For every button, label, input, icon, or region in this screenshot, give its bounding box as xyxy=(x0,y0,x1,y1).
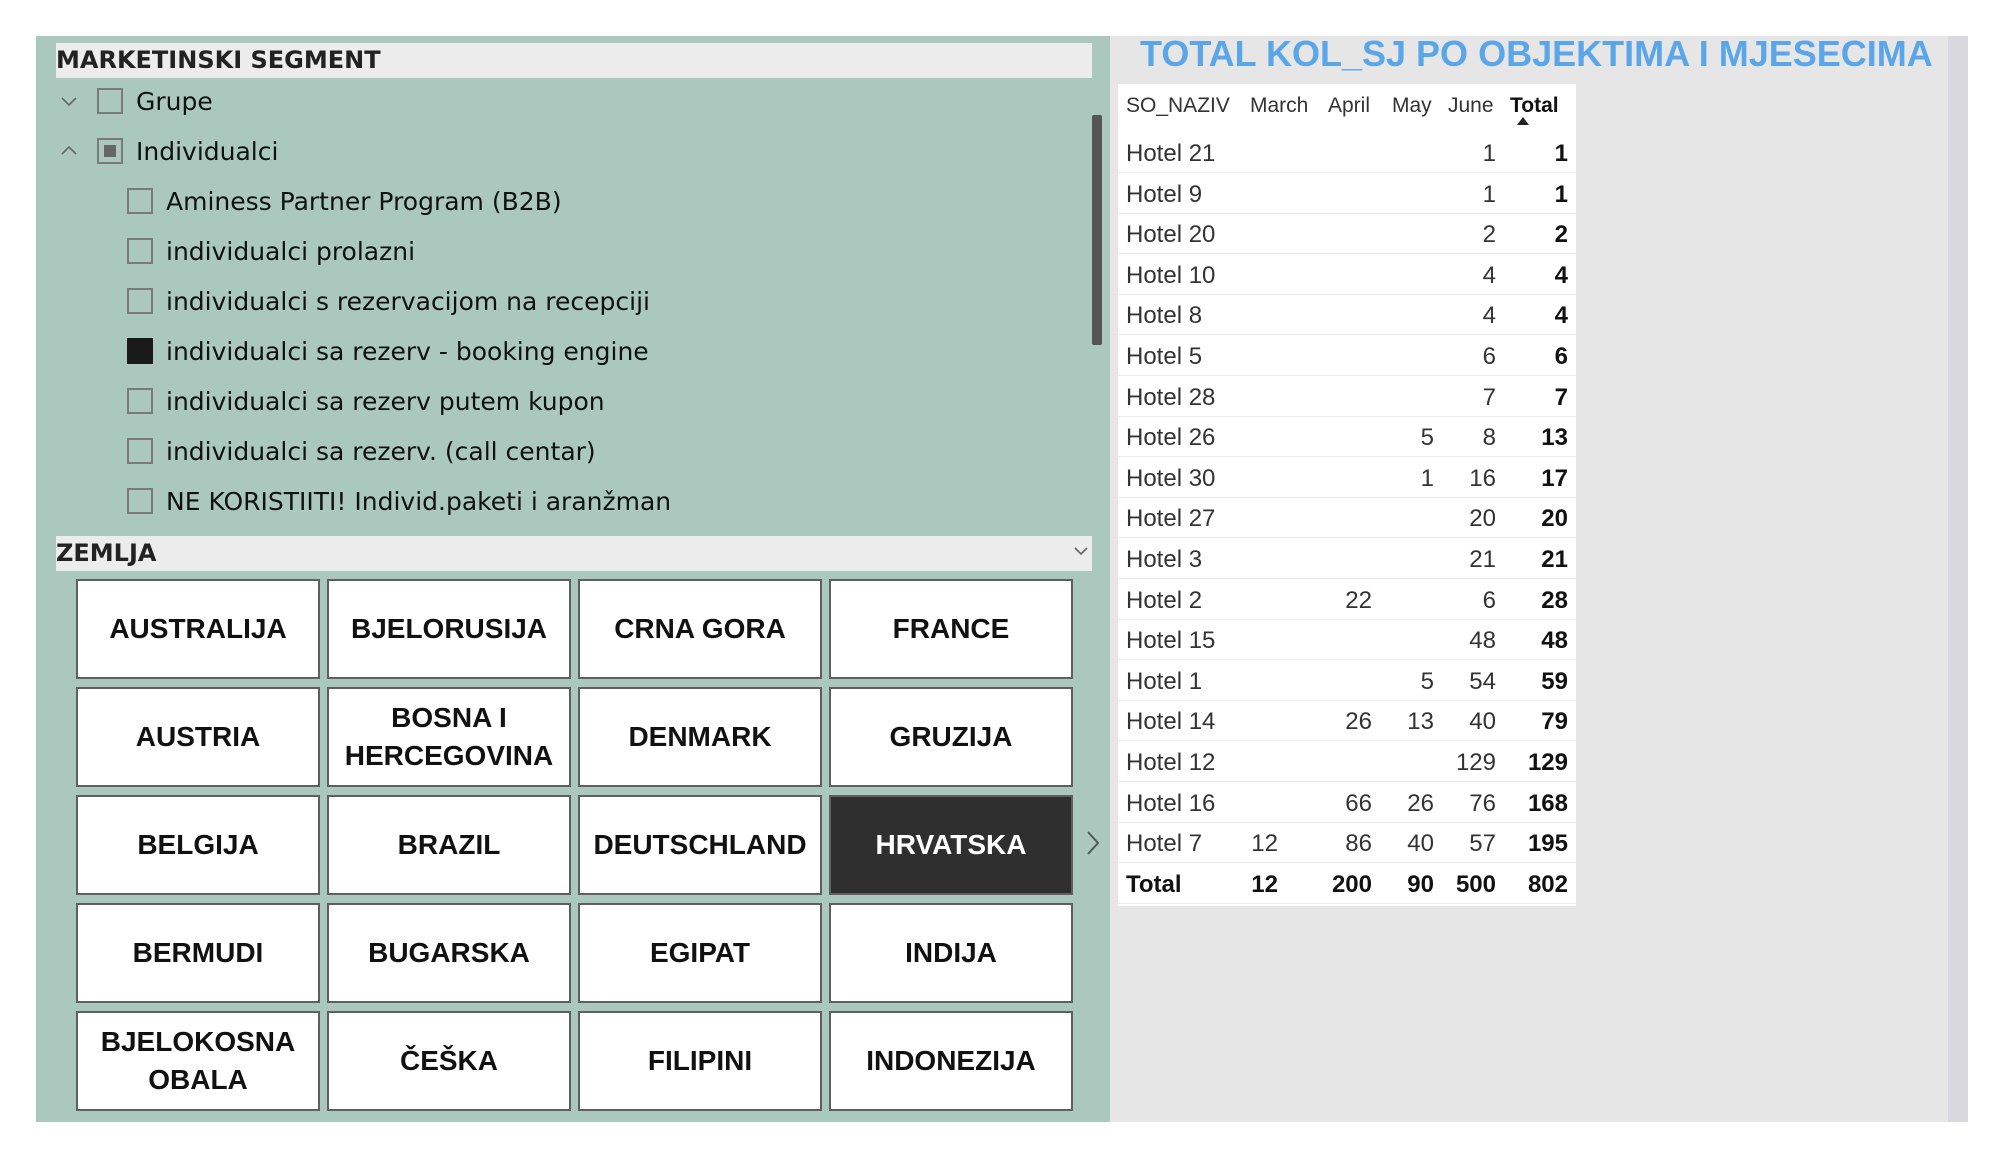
segment-item-label: individualci sa rezerv. (call centar) xyxy=(166,436,596,466)
cell-june: 129 xyxy=(1455,749,1496,776)
segment-item[interactable] xyxy=(127,481,671,521)
country-tile[interactable] xyxy=(829,687,1073,787)
row-name: Hotel 20 xyxy=(1126,221,1216,249)
segment-item[interactable] xyxy=(127,281,650,321)
country-tile[interactable] xyxy=(578,687,822,787)
country-tile[interactable] xyxy=(76,1011,320,1111)
row-name: Hotel 28 xyxy=(1126,383,1216,411)
segment-checkbox[interactable] xyxy=(97,88,123,114)
cell-june: 2 xyxy=(1482,221,1496,249)
cell-total: 48 xyxy=(1541,627,1568,655)
segment-item-label: Grupe xyxy=(136,86,213,116)
table-row xyxy=(1118,538,1576,579)
cell-may: 40 xyxy=(1407,830,1434,858)
country-tile[interactable] xyxy=(829,1011,1073,1111)
segment-checkbox[interactable] xyxy=(127,188,153,214)
country-tile[interactable] xyxy=(76,795,320,895)
table-row xyxy=(1118,782,1576,823)
table-row xyxy=(1118,294,1576,335)
row-name: Hotel 5 xyxy=(1126,343,1203,370)
segment-slicer-title-text: MARKETINSKI SEGMENT xyxy=(56,46,381,74)
row-name: Hotel 15 xyxy=(1126,627,1216,655)
cell-total: 2 xyxy=(1554,221,1568,249)
country-tile-label: INDONEZIJA xyxy=(866,1045,1036,1077)
cell-june: 57 xyxy=(1469,830,1496,858)
cell-total: 4 xyxy=(1554,302,1568,330)
cell-total: 802 xyxy=(1527,870,1568,898)
cell-may: 1 xyxy=(1420,464,1434,492)
segment-checkbox[interactable] xyxy=(127,288,153,314)
cell-total: 79 xyxy=(1541,708,1568,736)
table-row xyxy=(1118,619,1576,660)
cell-june: 4 xyxy=(1482,261,1496,289)
report-title: TOTAL KOL_SJ PO OBJEKTIMA I MJESECIMA xyxy=(1140,33,1933,74)
segment-item-label: individualci sa rezerv - booking engine xyxy=(166,336,649,366)
cell-june: 54 xyxy=(1469,667,1496,695)
cell-april: 66 xyxy=(1345,789,1372,817)
cell-june: 500 xyxy=(1455,870,1496,898)
country-tile[interactable] xyxy=(327,1011,571,1111)
total-row xyxy=(1118,863,1576,904)
country-tile-label: FRANCE xyxy=(892,613,1010,645)
country-slicer-title xyxy=(56,536,1092,571)
table-row xyxy=(1118,457,1576,498)
country-slicer-title-text: ZEMLJA xyxy=(56,539,157,567)
row-name: Hotel 1 xyxy=(1126,667,1203,695)
row-name: Total xyxy=(1126,870,1182,898)
segment-checkbox[interactable] xyxy=(127,388,153,414)
row-name: Hotel 12 xyxy=(1126,749,1216,776)
country-tile-label: HRVATSKA xyxy=(875,829,1027,861)
country-tile[interactable] xyxy=(327,903,571,1003)
cell-total: 1 xyxy=(1554,180,1568,208)
table-row xyxy=(1118,822,1576,863)
cell-march: 12 xyxy=(1251,870,1278,898)
country-tile-label: GRUZIJA xyxy=(889,721,1013,753)
segment-scrollbar[interactable] xyxy=(1092,115,1102,345)
country-tile-label: BUGARSKA xyxy=(368,937,530,969)
cell-june: 76 xyxy=(1469,789,1496,817)
country-tile[interactable] xyxy=(76,903,320,1003)
chevron-up-icon[interactable] xyxy=(59,141,79,161)
table-row xyxy=(1118,579,1576,620)
country-tile-label: AUSTRIA xyxy=(135,721,261,753)
cell-total: 195 xyxy=(1527,830,1568,858)
country-tile[interactable] xyxy=(76,579,320,679)
country-tile[interactable] xyxy=(578,903,822,1003)
segment-item-label: NE KORISTIITI! Individ.paketi i aranžman xyxy=(166,486,672,516)
table-row xyxy=(1118,660,1576,701)
segment-item[interactable] xyxy=(127,181,562,221)
row-name: Hotel 26 xyxy=(1126,424,1216,452)
segment-item[interactable] xyxy=(97,81,213,121)
cell-total: 6 xyxy=(1554,343,1568,370)
cell-total: 59 xyxy=(1541,667,1568,695)
segment-item[interactable] xyxy=(127,431,596,471)
cell-june: 4 xyxy=(1482,302,1496,330)
cell-total: 4 xyxy=(1554,261,1568,289)
country-tile[interactable] xyxy=(829,579,1073,679)
cell-may: 5 xyxy=(1420,424,1434,452)
segment-checkbox[interactable] xyxy=(127,438,153,464)
country-tile-label: BJELORUSIJA xyxy=(350,613,548,645)
cell-june: 6 xyxy=(1482,586,1496,614)
cell-april: 26 xyxy=(1345,708,1372,736)
row-name: Hotel 30 xyxy=(1126,464,1216,492)
segment-item[interactable] xyxy=(127,381,605,421)
segment-item-label: individualci s rezervacijom na recepciji xyxy=(166,286,650,316)
country-tile-label: BOSNA I HERCEGOVINA xyxy=(344,702,554,771)
table-row xyxy=(1118,335,1576,376)
sort-desc-icon xyxy=(1516,116,1530,126)
country-tile[interactable] xyxy=(327,579,571,679)
cell-may: 26 xyxy=(1407,789,1434,817)
table-row xyxy=(1118,173,1576,214)
country-tile[interactable] xyxy=(327,687,571,787)
cell-june: 21 xyxy=(1469,546,1496,573)
row-name: Hotel 8 xyxy=(1126,302,1203,330)
country-tile-label: EGIPAT xyxy=(649,937,751,969)
cell-june: 40 xyxy=(1469,708,1496,736)
country-tile[interactable] xyxy=(327,795,571,895)
cell-june: 1 xyxy=(1482,180,1496,208)
cell-june: 48 xyxy=(1469,627,1496,655)
cell-may: 13 xyxy=(1407,708,1434,736)
cell-april: 200 xyxy=(1331,870,1372,898)
segment-slicer-title xyxy=(56,43,1092,78)
column-header[interactable]: SO_NAZIV xyxy=(1126,94,1230,117)
country-tile-label: CRNA GORA xyxy=(614,613,786,645)
cell-total: 20 xyxy=(1541,505,1568,533)
column-header[interactable]: June xyxy=(1448,94,1494,117)
cell-june: 8 xyxy=(1482,424,1496,452)
segment-item[interactable] xyxy=(97,131,278,171)
panel-edge xyxy=(1948,36,1968,1122)
row-name: Hotel 7 xyxy=(1126,830,1203,858)
cell-june: 7 xyxy=(1482,383,1496,411)
segment-item[interactable] xyxy=(127,331,649,371)
segment-checkbox[interactable] xyxy=(127,338,153,364)
row-name: Hotel 27 xyxy=(1126,505,1216,533)
column-header[interactable]: April xyxy=(1328,94,1371,117)
country-tile-label: BERMUDI xyxy=(132,937,264,969)
row-name: Hotel 2 xyxy=(1126,586,1203,614)
country-tile-label: AUSTRALIJA xyxy=(109,613,287,645)
country-tile[interactable] xyxy=(829,795,1073,895)
country-tile[interactable] xyxy=(578,579,822,679)
cell-may: 90 xyxy=(1407,870,1434,898)
cell-total: 7 xyxy=(1554,383,1568,411)
row-name: Hotel 21 xyxy=(1126,140,1216,167)
cell-total: 13 xyxy=(1541,424,1568,452)
cell-may: 5 xyxy=(1420,667,1434,695)
cell-total: 129 xyxy=(1527,749,1568,776)
segment-item[interactable] xyxy=(127,231,415,271)
table-row xyxy=(1118,132,1576,173)
chevron-down-icon[interactable] xyxy=(1074,544,1088,558)
country-tile[interactable] xyxy=(829,903,1073,1003)
segment-checkbox[interactable] xyxy=(97,138,123,164)
row-name: Hotel 9 xyxy=(1126,180,1203,208)
chevron-down-icon[interactable] xyxy=(59,91,79,111)
cell-june: 16 xyxy=(1469,464,1496,492)
column-header[interactable]: May xyxy=(1392,94,1432,117)
table-row xyxy=(1118,376,1576,417)
cell-april: 86 xyxy=(1345,830,1372,858)
cell-total: 1 xyxy=(1554,140,1568,167)
country-tile-label: DEUTSCHLAND xyxy=(593,829,807,861)
table-row xyxy=(1118,700,1576,741)
country-tile-label: ČEŠKA xyxy=(399,1045,498,1077)
column-header[interactable]: March xyxy=(1250,94,1309,117)
country-tile-label: INDIJA xyxy=(905,937,997,969)
row-name: Hotel 14 xyxy=(1126,708,1216,736)
cell-total: 21 xyxy=(1541,546,1568,573)
segment-item-label: Aminess Partner Program (B2B) xyxy=(166,186,562,216)
cell-april: 22 xyxy=(1345,586,1372,614)
row-name: Hotel 3 xyxy=(1126,546,1203,573)
table-row xyxy=(1118,497,1576,538)
cell-march: 12 xyxy=(1251,830,1278,858)
country-tile-label: BELGIJA xyxy=(137,829,259,861)
cell-june: 20 xyxy=(1469,505,1496,533)
segment-checkbox[interactable] xyxy=(127,238,153,264)
segment-item-label: individualci prolazni xyxy=(166,236,416,266)
table-row xyxy=(1118,416,1576,457)
country-tile[interactable] xyxy=(76,687,320,787)
country-tile-label: BRAZIL xyxy=(397,829,501,861)
table-row xyxy=(1118,254,1576,295)
cell-june: 6 xyxy=(1482,343,1496,370)
country-tile-label: BJELOKOSNA OBALA xyxy=(100,1026,296,1095)
table-row xyxy=(1118,213,1576,254)
segment-item-label: individualci sa rezerv putem kupon xyxy=(166,386,605,416)
row-name: Hotel 16 xyxy=(1126,789,1216,817)
cell-total: 17 xyxy=(1541,464,1568,492)
table-row xyxy=(1118,741,1576,782)
country-tile-label: FILIPINI xyxy=(647,1045,753,1077)
cell-june: 1 xyxy=(1482,140,1496,167)
cell-total: 28 xyxy=(1541,586,1568,614)
country-tile[interactable] xyxy=(578,1011,822,1111)
matrix-table xyxy=(1118,84,1576,906)
country-tile[interactable] xyxy=(578,795,822,895)
country-tile-label: DENMARK xyxy=(628,721,772,753)
cell-total: 168 xyxy=(1527,789,1568,817)
column-header-total[interactable]: Total xyxy=(1510,94,1559,117)
row-name: Hotel 10 xyxy=(1126,261,1216,289)
segment-checkbox[interactable] xyxy=(127,488,153,514)
segment-item-label: Individualci xyxy=(136,136,279,166)
next-page-icon[interactable] xyxy=(1083,830,1103,856)
